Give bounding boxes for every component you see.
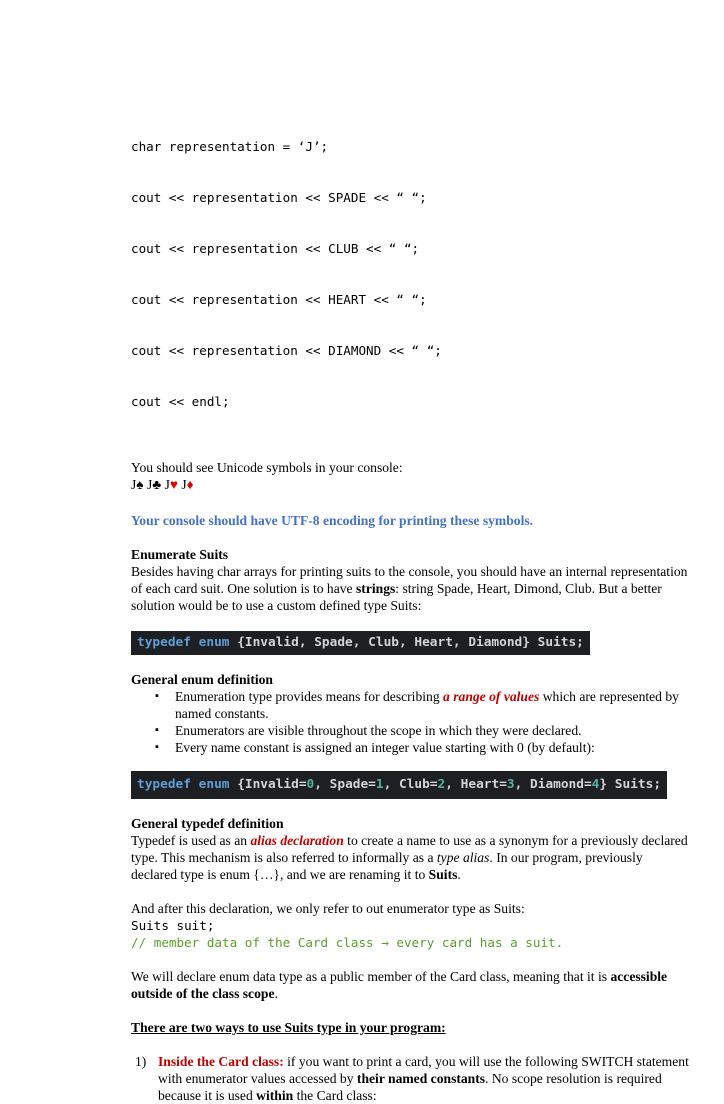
suit-j: J: [164, 477, 170, 492]
type-alias-italic: type alias: [436, 850, 490, 865]
text-run: if you want to print a card, you will use the following SWITCH statement with enumerator values accessed by: [158, 1054, 689, 1086]
code-part: } Suits;: [599, 777, 662, 792]
accessible-bold: accessible outside of the class scope: [131, 969, 668, 1001]
code-line: cout << endl;: [131, 394, 230, 409]
within-bold: within: [256, 1088, 294, 1103]
code-block-cout: [131, 104, 691, 444]
enum-def-list: [131, 688, 691, 756]
list-item: ▪ Enumerators are visible throughout the scope in which they were declared.: [175, 722, 691, 739]
code-line: cout << representation << DIAMOND << “ “;: [131, 343, 442, 358]
suit-j: J: [131, 477, 137, 492]
enumerate-paragraph: [131, 563, 691, 614]
code-number: 1: [375, 777, 384, 792]
code-line: cout << representation << HEART << “ “;: [131, 292, 427, 307]
code-part: {Invalid=: [229, 777, 307, 792]
enumerate-heading: Enumerate Suits: [131, 547, 229, 562]
suits-output-line: [131, 476, 691, 493]
unicode-intro: You should see Unicode symbols in your console:: [131, 460, 403, 475]
suit-j: J: [146, 477, 153, 492]
named-constants-bold: their named constants: [356, 1071, 486, 1086]
suits-bold: Suits: [428, 867, 458, 882]
code-line: cout << representation << CLUB << “ “;: [131, 241, 420, 256]
text-run: We will declare enum data type as a public member of the Card class, meaning that it is: [131, 969, 611, 984]
strings-bold: strings: [356, 581, 396, 596]
keyword-typedef: typedef: [137, 635, 191, 650]
text-run: . No scope resolution is required because it is used: [158, 1071, 662, 1103]
code-number: 0: [306, 777, 315, 792]
list-item: [175, 688, 691, 722]
text-run: .: [457, 867, 461, 882]
text-run: which are represented by named constants.: [175, 689, 679, 721]
two-ways-heading: There are two ways to use Suits type in your program:: [131, 1020, 446, 1035]
code-part: , Diamond=: [514, 777, 592, 792]
code-number: 2: [437, 777, 446, 792]
range-of-values-em: a range of values: [443, 689, 540, 704]
code-part: , Spade=: [314, 777, 376, 792]
text-run: the Card class:: [293, 1088, 377, 1103]
text-run: . In our program, previously declared type is enum {…}, and we are renaming it to: [131, 850, 643, 882]
text-run: Typedef is used as an: [131, 833, 251, 848]
club-icon: ♣: [152, 477, 162, 492]
ways-list: [131, 1053, 691, 1104]
keyword-enum: enum: [198, 777, 230, 792]
text-run: .: [274, 986, 278, 1001]
code-part: , Heart=: [445, 777, 507, 792]
typedef-def-heading: General typedef definition: [131, 816, 284, 831]
code-block-enum: [131, 631, 590, 655]
document-page: [131, 104, 691, 1104]
public-member-paragraph: [131, 968, 691, 1002]
code-line: char representation = ‘J’;: [131, 139, 329, 154]
code-rest: {Invalid, Spade, Club, Heart, Diamond} Suits;: [229, 635, 584, 650]
keyword-typedef: typedef: [137, 777, 191, 792]
utf8-note: Your console should have UTF-8 encoding for printing these symbols.: [131, 513, 534, 528]
typedef-paragraph: [131, 832, 691, 883]
list-number: 1): [135, 1054, 147, 1069]
member-comment-code: // member data of the Card class → every card has a suit.: [131, 935, 564, 950]
alias-declaration-em: alias declaration: [250, 833, 344, 848]
suits-declaration-code: Suits suit;: [131, 918, 215, 933]
text-run: Besides having char arrays for printing suits to the console, you should have an internal representation of each card suit. One solution is to have: [131, 564, 688, 596]
code-number: 3: [506, 777, 515, 792]
inside-card-class-lead: Inside the Card class:: [158, 1054, 284, 1069]
list-item: [131, 1053, 691, 1104]
code-number: 4: [591, 777, 600, 792]
suit-j: J: [181, 477, 187, 492]
enum-def-heading: General enum definition: [131, 672, 273, 687]
heart-icon: ♥: [169, 477, 178, 492]
code-part: , Club=: [383, 777, 438, 792]
after-declaration: And after this declaration, we only refer to out enumerator type as Suits:: [131, 901, 525, 916]
code-line: cout << representation << SPADE << “ “;: [131, 190, 427, 205]
keyword-enum: enum: [198, 635, 230, 650]
text-run: to create a name to use as a synonym for a previously declared type. This mechanism is also referred to informally as a: [131, 833, 688, 865]
list-item: ▪ Every name constant is assigned an integer value starting with 0 (by default):: [175, 739, 691, 756]
spade-icon: ♠: [136, 477, 144, 492]
text-run: Enumeration type provides means for describing: [175, 689, 444, 704]
code-block-enum-values: [131, 771, 667, 799]
diamond-icon: ♦: [186, 477, 194, 492]
text-run: : string Spade, Heart, Dimond, Club. But a better solution would be to use a custom defined type Suits:: [131, 581, 662, 613]
